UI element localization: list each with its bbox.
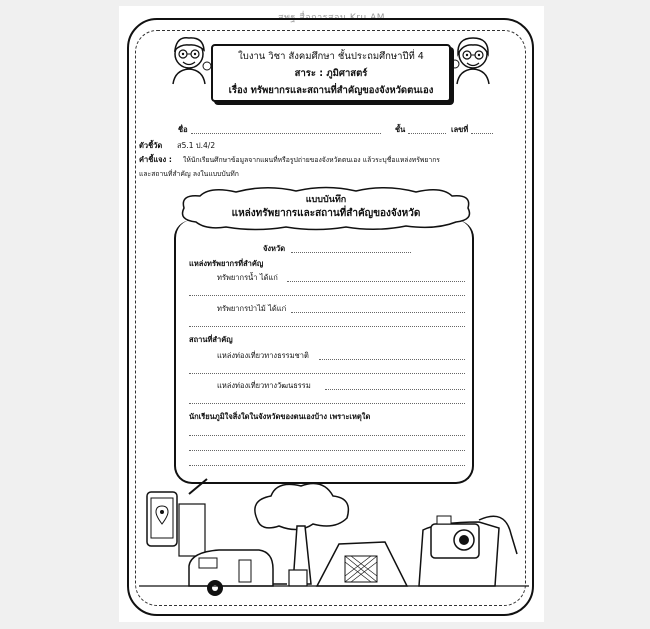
name-label: ชื่อ [178, 125, 188, 134]
title-banner [211, 44, 451, 102]
phone-map-icon [147, 479, 207, 556]
province-field[interactable] [291, 252, 411, 253]
number-field[interactable] [471, 133, 493, 134]
water-label: ทรัพยากรน้ำ ได้แก่ [217, 273, 278, 282]
pride-question: นักเรียนภูมิใจสิ่งใดในจังหวัดของตนเองบ้าง เพราะเหตุใด [189, 412, 371, 421]
class-label: ชั้น [395, 125, 406, 134]
nature-label: แหล่งท่องเที่ยวทางธรรมชาติ [217, 351, 309, 360]
title-strand: สาระ : ภูมิศาสตร์ [294, 68, 368, 79]
indicator-label: ตัวชี้วัด [139, 141, 163, 150]
name-field[interactable] [191, 133, 381, 134]
water-field-2[interactable] [189, 295, 465, 296]
nature-field-2[interactable] [189, 373, 465, 374]
number-label: เลขที่ [451, 125, 469, 134]
boy-illustration [167, 34, 213, 86]
indicator-value: ส5.1 ป.4/2 [177, 141, 216, 150]
instruction-label: คำชี้แจง : [139, 155, 172, 164]
places-heading: สถานที่สำคัญ [189, 335, 233, 344]
water-field[interactable] [287, 281, 465, 282]
record-title-1: แบบบันทึก [305, 195, 347, 205]
worksheet-page [119, 6, 544, 622]
basket-icon [289, 570, 307, 586]
camper-trailer-icon [189, 550, 287, 596]
instruction-line-2: และสถานที่สำคัญ ลงในแบบบันทึก [139, 170, 239, 178]
record-title-2: แหล่งทรัพยากรและสถานที่สำคัญของจังหวัด [231, 208, 421, 219]
culture-field-2[interactable] [189, 403, 465, 404]
tent-icon [317, 542, 407, 586]
culture-field[interactable] [325, 389, 465, 390]
title-topic: เรื่อง ทรัพยากรและสถานที่สำคัญของจังหวัดตนเอง [228, 85, 434, 96]
forest-label: ทรัพยากรป่าไม้ ได้แก่ [217, 304, 287, 313]
title-subject: ใบงาน วิชา สังคมศึกษา ชั้นประถมศึกษาปีที่ 4 [238, 51, 424, 62]
watermark: สพฐ.สื่อการสอน Kru AM [278, 13, 385, 23]
resources-heading: แหล่งทรัพยากรที่สำคัญ [189, 259, 264, 268]
nature-field[interactable] [319, 359, 465, 360]
instruction-line-1: ให้นักเรียนศึกษาข้อมูลจากแผนที่หรือรูปถ่ายของจังหวัดตนเอง แล้วระบุชื่อแหล่งทรัพยากร [183, 156, 440, 164]
class-field[interactable] [408, 133, 446, 134]
answer-line-2[interactable] [189, 450, 465, 451]
travel-illustration [139, 474, 529, 604]
answer-line-3[interactable] [189, 465, 465, 466]
forest-field[interactable] [291, 312, 465, 313]
forest-field-2[interactable] [189, 326, 465, 327]
girl-illustration [449, 34, 495, 86]
province-label: จังหวัด [263, 244, 286, 253]
answer-line-1[interactable] [189, 435, 465, 436]
culture-label: แหล่งท่องเที่ยวทางวัฒนธรรม [217, 381, 311, 390]
